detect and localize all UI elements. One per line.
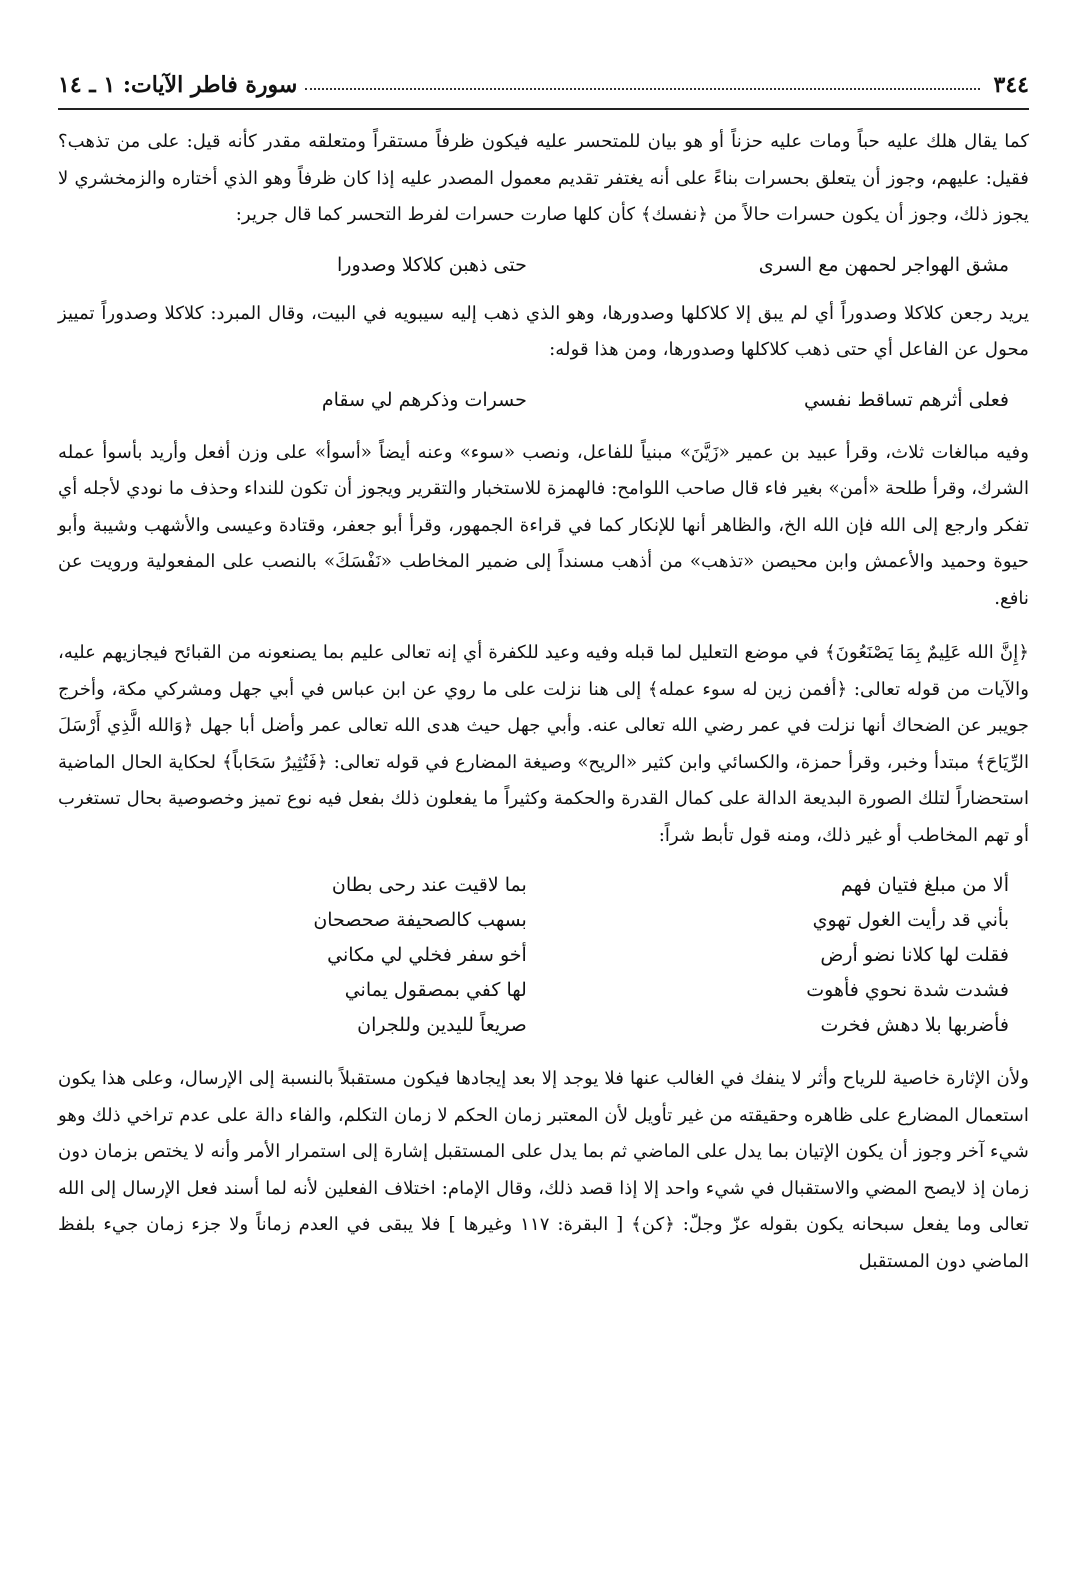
verse-hemistich-right: فعلى أثرهم تساقط نفسي xyxy=(803,388,1009,411)
poem-hemistich-right: فقلت لها كلانا نضو أرض xyxy=(820,944,1009,966)
header-dots xyxy=(305,88,979,90)
poem-hemistich-left: بما لاقيت عند رحى بطان xyxy=(331,874,527,896)
page-number: ٣٤٤ xyxy=(993,72,1029,98)
poem-line xyxy=(58,973,1029,1008)
poem-hemistich-left: بسهب كالصحيفة صحصحان xyxy=(313,909,527,931)
page-header xyxy=(58,72,1029,98)
header-rule xyxy=(58,108,1029,110)
poem-line xyxy=(58,903,1029,938)
poem-hemistich-left: لها كفي بمصقول يماني xyxy=(344,979,527,1001)
poem-hemistich-left: صريعاً لليدين وللجران xyxy=(357,1014,527,1036)
verse-jarir xyxy=(58,248,1029,282)
poem-hemistich-left: أخو سفر فخلي لي مكاني xyxy=(327,944,527,966)
poem-line xyxy=(58,938,1029,973)
poem-line xyxy=(58,1008,1029,1043)
poem-hemistich-right: بأني قد رأيت الغول تهوي xyxy=(812,909,1009,931)
page-body xyxy=(58,124,1029,1280)
poem-line xyxy=(58,868,1029,903)
verse-hemistich-left: حتى ذهبن كلاكلا وصدورا xyxy=(337,253,527,276)
paragraph-5: ولأن الإثارة خاصية للرياح وأثر لا ينفك في الغالب عنها فلا يوجد إلا بعد إيجادها فيكون مستقبلاً بالنسبة إلى الإرسال، وعلى هذا يكون استعمال المضارع على ظاهره وحقيقته من غير تأويل لأن المعتبر زمان الحكم لا زمان التكلم، والفاء دالة على عدم تراخي ذلك وهو شيء آخر وجوز أن يكون الإتيان بما يدل على الماضي ثم بما يدل على المستقبل إشارة إلى استمرار الأمر وأنه لا يختص بزمان دون زمان إذ لايصح المضي والاستقبال في شيء واحد إلا إذا قصد ذلك، وقال الإمام: اختلاف الفعلين لأنه لما أسند فعل الإرسال إلى الله تعالى وما يفعل سبحانه يكون بقوله عزّ وجلّ: ﴿كن﴾ [ البقرة: ١١٧ وغيرها ] فلا يبقى في العدم زماناً ولا جزء زمان جيء بلفظ الماضي دون المستقبل xyxy=(58,1068,1029,1272)
poem-hemistich-right: فأضربها بلا دهش فخرت xyxy=(820,1014,1009,1036)
poem-taabbata-sharran xyxy=(58,868,1029,1043)
verse-hemistich-right: مشق الهواجر لحمهن مع السرى xyxy=(758,253,1009,276)
poem-hemistich-right: ألا من مبلغ فتيان فهم xyxy=(840,874,1009,896)
paragraph-3: وفيه مبالغات ثلاث، وقرأ عبيد بن عمير «زَيَّنَ» مبنياً للفاعل، ونصب «سوء» وعنه أيضاً «أسوأ» على وزن أفعل وأريد بأسوأ عمله الشرك، وقرأ طلحة «أمن» بغير فاء قال صاحب اللوامح: فالهمزة للاستخبار والتقرير ويجوز أن تكون للنداء وحذف ما نودي لأجله أي تفكر وارجع إلى الله فإن الله الخ، والظاهر أنها للإنكار كما في قراءة الجمهور، وقرأ أبو جعفر، وقتادة وعيسى والأشهب وشيبة وأبو حيوة وحميد والأعمش وابن محيصن «تذهب» من أذهب مسنداً إلى ضمير المخاطب «نَفْسَكَ» بالنصب على المفعولية ورويت عن نافع. xyxy=(58,441,1029,609)
poem-hemistich-right: فشدت شدة نحوي فأهوت xyxy=(806,979,1009,1001)
verse-hemistich-left: حسرات وذكرهم لي سقام xyxy=(321,388,527,411)
paragraph-4: ﴿إِنَّ الله عَلِيمٌ بِمَا يَصْنَعُونَ﴾ في موضع التعليل لما قبله وفيه وعيد للكفرة أي إنه تعالى عليم بما يصنعونه من القبائح فيجازيهم عليه، والآيات من قوله تعالى: ﴿أفمن زين له سوء عمله﴾ إلى هنا نزلت على ما روي عن ابن عباس في أبي جهل ومشركي مكة، وأخرج جويبر عن الضحاك أنها نزلت في عمر رضي الله تعالى عنه. وأبي جهل حيث هدى الله تعالى عمر وأضل أبا جهل ﴿وَالله الَّذِي أَرْسَلَ الرِّيَاحَ﴾ مبتدأ وخبر، وقرأ حمزة، والكسائي وابن كثير «الريح» وصيغة المضارع في قوله تعالى: ﴿فَتُثِيرُ سَحَاباً﴾ لحكاية الحال الماضية استحضاراً لتلك الصورة البديعة الدالة على كمال القدرة والحكمة وكثيراً ما يفعلون ذلك بفعل فيه نوع تميز وخصوصية بحال تستغرب أو تهم المخاطب أو غير ذلك، ومنه قول تأبط شراً: xyxy=(58,642,1029,846)
verse-nafsi xyxy=(58,383,1029,417)
paragraph-1: كما يقال هلك عليه حباً ومات عليه حزناً أو هو بيان للمتحسر عليه فيكون ظرفاً مستقراً ومتعلقه مقدر كأنه قيل: على من تذهب؟ فقيل: عليهم، وجوز أن يتعلق بحسرات بناءً على أنه يغتفر تقديم معمول المصدر عليه إذا كان ظرفاً وهو الذي أختاره والزمخشري لا يجوز ذلك، وجوز أن يكون حسرات حالاً من ﴿نفسك﴾ كأن كلها صارت حسرات لفرط التحسر كما قال جرير: xyxy=(58,131,1029,225)
running-title: سورة فاطر الآيات: ١ ـ ١٤ xyxy=(58,72,298,98)
paragraph-2: يريد رجعن كلاكلا وصدوراً أي لم يبق إلا كلاكلها وصدورها، وهو الذي ذهب إليه سيبويه في البيت، وقال المبرد: كلاكلا وصدوراً تمييز محول عن الفاعل أي حتى ذهب كلاكلها وصدورها، ومن هذا قوله: xyxy=(58,302,1029,360)
